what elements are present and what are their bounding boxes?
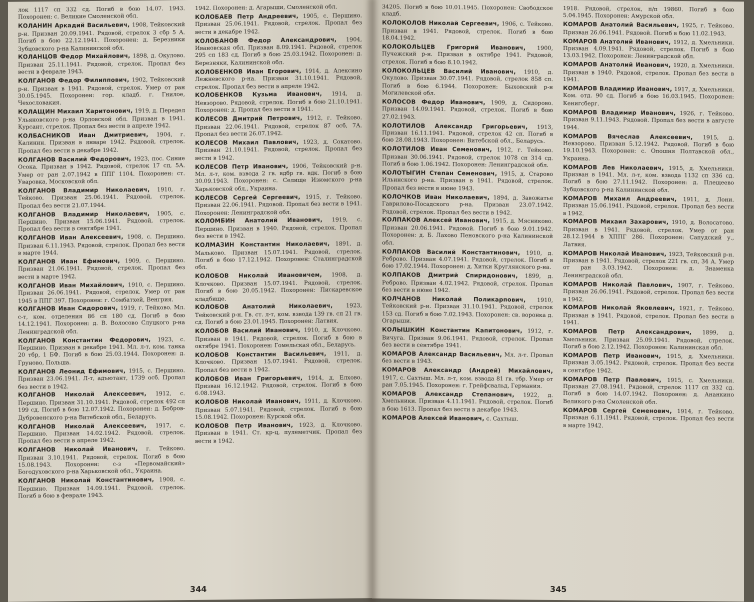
record-text: 1922, д. Хмельники. Призван 4.11.1941. Рядовой, стрелок. Погиб в бою 1613. Пропал без вести в декабре 1943. [382, 392, 553, 414]
record-entry [195, 399, 362, 423]
record-entry [195, 194, 362, 218]
record-text: 1914, г. Тейково. Призван 6.11.1941. Рядовой, стрелок. Пропал без вести в марте 1942. [563, 408, 734, 429]
record-name: КОМАРОВ Михаил Захарович, [563, 219, 669, 227]
record-text: 1904, Ивановская обл. Призван 8.09.1941. Рядовой, стрелок 295 сп 183 сд. Погиб в бою 25.03.1942. Похоронен: д. Березняки, Калининской обл. [195, 36, 362, 67]
record-text: 1917, с. Першино. Призван 14.02.1942. Рядовой, стрелок. Пропал без вести в апреле 1942. [18, 422, 185, 446]
record-text: 1919, д. Передел Ульяновского р-на Орловской обл. Призван в 1941. Курсант, стрелок. Пропал без вести в апреле 1942. [18, 108, 185, 131]
record-entry [18, 477, 185, 501]
record-name: КОЛБАСНИКОВ Иван Дмитриевич, [18, 132, 149, 140]
record-name: КОМАРОВ Александр Васильевич, [382, 351, 503, 359]
record-entry [18, 156, 185, 187]
record-text: 34205. Погиб в бою 10.01.1945. Похоронен: Свободское кладб. [382, 4, 553, 19]
record-entry [563, 408, 734, 432]
record-entry [195, 327, 362, 351]
record-entry [18, 305, 185, 336]
record-entry [382, 4, 553, 20]
record-name: КОЛПАКОВ Василий Константинович, [382, 249, 521, 257]
record-text: 1910, д. Окулово. Призван 30.07.1941. Рядовой, стрелок 858 сп. Погиб в бою 6.1944. Похоронен: Быховский р-н Могилевской обл. [382, 69, 553, 97]
record-name: КОМАРОВ Владимир Иванович, [563, 109, 676, 117]
record-name: КОЛОТИЛОВ Иван Семенович, [382, 146, 493, 154]
record-entry [382, 415, 553, 424]
record-name: КОМАРОВ Николай Яковлевич, [563, 305, 676, 313]
record-text: 1909, с. Першино. Призван 21.06.1941. Рядовой, стрелок. Пропал без вести в марте 1942. [18, 258, 185, 281]
record-name: КОМАРОВ Анатолий Васильевич, [563, 22, 680, 30]
record-name: КОМАРОВ Петр Павлович, [563, 376, 662, 384]
record-text: 1915, д. Хмельники. Призван 3.05.1942. Рядовой, стрелок. Пропал без вести в сентябре 1942. [563, 353, 734, 375]
record-text: 1906, с. Тейково. Призван в 1941. Рядовой, стрелок. Погиб в бою 18.04.1942. [382, 21, 553, 42]
record-name: КОЛГАНОВ Иван Алексеевич, [18, 234, 124, 243]
record-name: КОЛГАНОВ Иван Сидорович, [18, 306, 118, 314]
record-text: 1919, с. Першино. Призван в 1940. Рядовой, стрелок. Пропал без вести в 1942. [195, 217, 362, 241]
page-number-right: 345 [550, 584, 567, 595]
record-entry [195, 304, 362, 328]
record-text: 1911, д. Клочково. Призван 15.07.1941. Рядовой, стрелок. Пропал без вести в 1942. [195, 351, 362, 374]
record-entry [563, 110, 734, 134]
record-entry [563, 62, 734, 86]
record-text: 1923, Тейковский р-н. Призван в 1941. Рядовой, стрелок 221 гв. сп, 34 А. Умер от ран 3.03.1942. Похоронен: д. Знаменка Ленинградской обл. [563, 251, 734, 280]
page-left [8, 0, 372, 602]
record-name: КОЛЕСОВ Петр Иванович, [195, 163, 289, 171]
record-entry [18, 258, 185, 282]
record-text: 1915, с. Хмельники. Призван 27.08.1941. Рядовой, стрелок 1117 сп 332 сд. Погиб в бою 14.07.1942. Похоронен: д. Ананкино Великого р-на Смоленской обл. [563, 377, 734, 406]
record-name: КОМАРОВ Вячеслав Алексеевич, [563, 133, 693, 141]
record-entry [563, 165, 734, 196]
record-name: КОЛОБАНОВ Федор Александрович, [195, 37, 337, 45]
record-text: 1923, с. Першино. Призван в декабре 1941. Мл. л-т, ком. танка 20 тбр, 1 БФ. Погиб в бою 25.03.1944. Похоронен: д. Груново, Польша. [18, 336, 185, 367]
record-entry [382, 123, 553, 147]
record-entry [195, 92, 362, 116]
record-entry [563, 353, 734, 377]
record-entry [382, 328, 553, 352]
record-entry [18, 6, 185, 23]
record-name: КОЛОБОВ Василий Иванович, [195, 327, 301, 336]
record-name: КОЛОКОЛОВ Николай Сергеевич, [382, 20, 500, 28]
record-text: лок 1117 сп 332 сд. Погиб в бою 14.07. 1943. Похоронен: с. Великие Смоленской обл. [18, 6, 185, 22]
record-entry [195, 241, 362, 272]
record-text: 1910, д. Реброво. Призван 4.07.1941. Рядовой, стрелок. Погиб в бою 17.02.1944. Похоронен: д. Хитки Круглянского р-на. [382, 250, 553, 272]
record-name: КОЛМАЗИН Константин Николаевич, [195, 241, 330, 250]
record-entry [195, 375, 362, 399]
record-text: 1918. Рядовой, стрелок, п/п 19860. Погиб в бою 5.04.1945. Похоронен: Амурской обл. [563, 6, 734, 21]
record-entry [563, 329, 734, 353]
record-name: КОЛОБОВ Николай Иванович, [195, 399, 301, 407]
record-text: 1923, д. Сокатово. Призван 21.10.1941. Рядовой, стрелок. Пропал без вести в 1942. [195, 139, 362, 162]
record-entry [195, 218, 362, 242]
record-text: 1914, д. Невзорово. Рядовой, стрелок. Погиб в бою 21.10.1941. Похоронен: д. Пропал без вести в 1941. [195, 91, 362, 115]
record-entry [382, 296, 553, 327]
record-text: 1926, г. Тейково. Призван 9.11.1943. Рядовой. Пропал без вести в августе 1944. [563, 110, 734, 131]
record-entry [18, 391, 185, 422]
record-name: КОЛГАНОВ Николай Алексеевич, [18, 422, 147, 431]
record-text: 1942. Похоронен: д. Агарыши, Смоленской обл. [195, 4, 338, 12]
record-text: 1908, с. Першино. Призван 14.09.1941. Рядовой, стрелок. Погиб в бою в феврале 1943. [18, 477, 185, 500]
record-text: 1920, д. Хмельники. Призван в 1940. Рядовой, стрелок. Пропал без вести в 1941. [563, 63, 734, 84]
record-name: КОМАРОВ Петр Александрович, [563, 329, 692, 337]
record-entry [18, 234, 185, 258]
record-entry [382, 351, 553, 367]
record-entry [563, 22, 734, 38]
record-entry [382, 218, 553, 249]
record-text: 1923, пос. Синие Осока. Призван в 1942. Рядовой, стрелок 17 сп, 5А. Умер от ран 2.07.1942 в ППГ 1104. Похоронен: ст. Уваровка, Московской обл. [18, 155, 185, 186]
record-name: КОЛАНИН Аркадий Васильевич, [18, 22, 130, 31]
record-entry [18, 211, 185, 235]
record-name: КОЛЕСОВ Дмитрий Петрович, [195, 116, 303, 124]
record-name: КОЛПАКОВ Дмитрий Спиридонович, [382, 272, 518, 280]
record-text: 1914, д. Алексино Лежневского р-на. Призван 31.10.1941. Рядовой, стрелок. Пропал без вести в апреле 1942. [195, 67, 362, 91]
record-entry [563, 6, 734, 22]
record-name: КОЛОБОВ Иван Григорьевич, [195, 375, 303, 383]
record-name: КОЛОБАЕВ Петр Андреевич, [195, 13, 299, 21]
record-text: Мл. л-т. Пропал без вести в 1943. [382, 352, 553, 366]
record-entry [195, 422, 362, 446]
record-text: 1915, д. Старово Ильинского р-на. Призван в 1941. Рядовой, стрелок. Пропал без вести в июне 1943. [382, 171, 553, 193]
record-name: КОЛОМБИН Анатолий Иванович, [195, 218, 323, 226]
record-entry [18, 108, 185, 132]
record-name: КОЛОБОВ Николай Ивановичем, [195, 272, 323, 281]
record-text: 1915, д. Невзорово. Призван 5.12.1942. Рядовой. Погиб в бою 19.10.1943. Похоронен: с. Опошня Полтавской обл., Украина. [563, 134, 734, 162]
record-text: 1910, с. Першино. Призван 26.06.1941. Рядовой, стрелок. Умер от ран 1945 в ППГ 397. Похоронен: г. Сомбатхей, Венгрия. [18, 281, 185, 305]
record-text: 1907, г. Тейково. Призван 26.06.1941. Рядовой, стрелок. Пропал без вести в 1942. [563, 282, 734, 303]
record-text: 1910, д. Клочково. Призван в 1941. Рядовой, стрелок. Погиб в бою в октябре 1941. Похоронен: Гомельская обл., Беларусь. [195, 327, 362, 350]
record-entry [18, 446, 185, 477]
record-name: КОЛОБЕНКОВ Иван Егорович, [195, 68, 302, 76]
record-entry [563, 251, 734, 282]
record-entry [563, 282, 734, 306]
page-left-column-2 [195, 4, 362, 566]
record-text: 1899, д. Реброво. Призван 4.02.1942. Рядовой, стрелок. Пропал без вести в июне 1942. [382, 274, 553, 295]
record-text: 1908, д. Клочково. Призван 15.07.1941. Рядовой, стрелок. Погиб в бою 20.05.1942. Похоронен: Пискаревское кладбище. [195, 272, 362, 303]
record-text: 1919, г. Тейково. Мл. с-т, ком. отделения 86 сп 180 сд. Погиб в бою 14.12.1941. Похоронен: д. В. Волосово Слуцкого р-на Ленинградской обл. [18, 305, 185, 336]
record-text: 1912, г. Тейково. Призван 22.06.1941. Рядовой, стрелок 87 осб, 7А. Пропал без вести 26.07.1942. [195, 115, 362, 138]
record-text: 1912, г. Тейково. Призван 30.06.1941. Рядовой, стрелок 1078 сп 314 сд. Погиб в бою 1.06.1942. Похоронен: Ленинградской обл. [382, 147, 553, 170]
record-text: г. Тейково. Призван 3.10.1941. Рядовой, стрелок. Погиб в бою 15.08.1943. Похоронен: с-з «Первомайский» Богодуховского р-на Харьковской обл., Украина. [18, 446, 185, 477]
record-name: КОЛОСОВ Федор Иванович, [382, 99, 486, 107]
record-name: КОМАРОВ Владимир Иванович, [563, 86, 673, 94]
record-text: 1923, д. Клочково. Призван в 1941. Ст. кр-ц, пулеметчик. Пропал без вести в 1942. [195, 422, 362, 445]
record-text: 1910, д. Волосатово. Призван в 1941. Рядовой, стрелок. Умер от ран 28.12.1944 в ХППГ 286. Похоронен: Сапудский у., Латвия. [563, 220, 734, 248]
record-text: 1915, д. Хмельники. Призван в 1941. Мл. л-т, ком. взвода 1132 сп 336 сд. Погиб в бою 27.11.1942. Похоронен: д. Плещеево Зубцовского р-на Калининской обл. [563, 165, 734, 194]
record-entry [382, 99, 553, 123]
record-entry [382, 21, 553, 45]
record-entry [382, 194, 553, 218]
record-name: КОМАРОВ Михаил Андреевич, [563, 195, 677, 203]
record-text: 1925, г. Тейково. Призван 26.06.1941. Рядовой. Погиб в бою 11.02.1943. [563, 23, 734, 38]
record-text: 1912, с. Першино. Призван 31.10.1941. Рядовой, стрелок 492 сп 199 сд. Погиб в бою 12.07.1942. Похоронен: д. Бобров-Дубровенского р-на Витебской обл., Беларусь. [18, 391, 185, 422]
record-entry [18, 77, 185, 108]
record-name: КОЛАЩИН Михаил Харитонович, [18, 108, 133, 117]
record-name: КОЛОКОЛЬЦЕВ Григорий Иванович, [382, 44, 526, 52]
page-right-column-1 [382, 4, 553, 565]
record-entry [563, 134, 734, 165]
record-name: КОЛЧАНОВ Николай Поликарпович, [382, 296, 526, 304]
record-entry [563, 220, 734, 251]
record-text: 1915, г. Тейково. Призван 22.06.1941. Рядовой. Пропал без вести в 1941. Похоронен: Ленинградской обл. [195, 193, 362, 217]
record-name: КОМАРОВ Николай Иванович, [563, 250, 667, 258]
record-entry [18, 132, 185, 156]
record-entry [195, 115, 362, 139]
page-left-column-1 [18, 6, 185, 568]
record-entry [195, 37, 362, 68]
record-text: с. Сахтыш. [486, 415, 519, 423]
record-name: КОЛЕСОВ Михаил Павлович, [195, 139, 299, 147]
record-name: КОМАРОВ Анатолий Иванович, [563, 38, 671, 46]
record-entry [195, 351, 362, 375]
record-name: КОМАРОВ Александр Степанович, [382, 391, 515, 399]
record-entry [18, 337, 185, 368]
record-entry [382, 368, 553, 392]
record-text: 1902, Тейковский р-н. Призван в 1941. Рядовой, стрелок. Умер от ран 30.05.1945. Похоронен: гор. кладб. г. Гнилое, Чехословакия. [18, 77, 185, 108]
record-name: КОЛЫШКИН Константин Капитонович, [382, 327, 523, 335]
record-name: КОМАРОВ Лев Николаевич, [563, 164, 664, 172]
record-entry [382, 147, 553, 171]
record-text: 1908, с. Першино. Призван 6.11.1943. Рядовой, стрелок. Пропал без вести в марте 1944. [18, 234, 185, 257]
record-name: КОЛПАКОВ Алексей Иванович, [382, 217, 490, 225]
record-text: 1900, Пучежский р-н. Призван в октябре 1941. Рядовой, стрелок. Погиб в бою 8.10.1942. [382, 45, 553, 67]
record-name: КОЛОБОВ Константин Васильевич, [195, 351, 327, 359]
record-name: КОЛГАНОВ Василий Федорович, [18, 156, 132, 164]
page-right-column-2 [563, 6, 734, 567]
record-entry [18, 187, 185, 211]
record-text: 1898, д. Окулово. Призван 25.11.1941. Рядовой, стрелок. Пропал без вести в феврале 1943. [18, 53, 185, 77]
record-entry [382, 44, 553, 68]
record-name: КОЛГАНОВ Николай Иванович, [18, 446, 138, 455]
record-text: 1915, д. Мясниково. Призван 20.06.1941. Рядовой. Погиб в бою 9.01.1942. Похоронен: д. Б. Лахово Пеновского р-на Калининской обл. [382, 218, 553, 247]
record-text: 1912, д. Хмельники. Призван 4.09.1941. Рядовой, стрелок. Погиб в бою 13.03.1942. Похоронен: Ленинградской обл. [563, 39, 734, 61]
record-name: КОЛЕСОВ Сергей Сергеевич, [195, 194, 301, 202]
record-entry [563, 196, 734, 220]
record-entry [563, 86, 734, 110]
record-text: 1894, д. Завожатье Гаврилово-Посадского р-на. Призван 23.07.1942. Рядовой, стрелок. Пропал без вести в 1942. [382, 195, 553, 217]
record-text: 1923, Тейковский р-н. Гв. ст. л-т, ком. взвода 139 гв. сп 21 гв. сд. Погиб в бою 23.01.1945. Похоронен: Латвия. [195, 303, 362, 327]
record-entry [382, 391, 553, 415]
page-right [372, 0, 744, 602]
record-entry [18, 22, 185, 53]
record-entry [382, 170, 553, 194]
record-entry [195, 4, 362, 13]
record-text: 1917, д. Хмельники. Ком. отд. 90 сд. Погиб в бою 16.03.1945. Похоронен: Кенигсберг. [563, 87, 734, 108]
record-entry [195, 13, 362, 37]
record-text: 1911, д. Клочково. Призван 5.07.1941. Рядовой, стрелок. Погиб в бою 15.08.1942. Похоронен: Курской обл. [195, 398, 362, 422]
record-name: КОЛГАНОВ Леонид Ефимович, [18, 368, 126, 376]
record-text: 1891, д. Мальково. Призван 15.07.1941. Рядовой, стрелок. Погиб в бою 17.12.1942. Похоронен: Сталинградской обл. [195, 241, 362, 272]
record-entry [18, 423, 185, 447]
record-text: 1904, г. Калинин. Призван в январе 1942. Рядовой, стрелок. Пропал без вести в декабре 1942. [18, 132, 185, 155]
record-name: КОЛГАНОВ Владимир Николаевич, [18, 187, 150, 195]
record-entry [195, 68, 362, 92]
record-name: КОМАРОВ Александр (Андрей) Михайлович, [382, 367, 553, 376]
record-name: КОЛОБОВ Петр Иванович, [195, 422, 294, 430]
record-name: КОМАРОВ Николай Павлович, [563, 281, 673, 289]
record-name: КОЛГАНОВ Иван Михайлович, [18, 282, 125, 290]
record-name: КОЛОЧКОВ Иван Николаевич, [382, 194, 490, 202]
record-name: КОМАРОВ Анатолий Иванович, [563, 62, 671, 70]
record-entry [18, 368, 185, 392]
record-entry [382, 68, 553, 99]
record-name: КОЛГАНОВ Николай Константинович, [18, 477, 155, 486]
page-number-left: 344 [190, 584, 207, 594]
record-entry [563, 39, 734, 63]
record-entry [195, 273, 362, 304]
record-name: КОМАРОВ Алексей Иванович, [382, 415, 485, 422]
record-text: 1911, д. Лони. Призван 15.06.1941. Рядовой, стрелок. Пропал без вести в 1942. [563, 196, 734, 217]
record-name: КОЛОТИЛОВ Александр Григорьевич, [382, 123, 528, 131]
record-name: КОЛГАНОВ Николай Алексеевич, [18, 391, 147, 400]
record-entry [18, 282, 185, 306]
record-name: КОЛГАНОВ Владимир Николаевич, [18, 210, 150, 219]
record-text: 1912, г. Вичуга. Призван 9.06.1941. Рядовой, стрелок. Пропал без вести в сентябре 1941. [382, 328, 553, 350]
record-name: КОЛОКОЛЬЦЕВ Василий Иванович, [382, 68, 516, 76]
record-text: 1910, г. Тейково. Призван 25.06.1941. Рядовой, стрелок. Пропал без вести 21.07.1944. [18, 186, 185, 210]
record-text: 1908, Тейковский р-н. Призван 20.09.1941. Рядовой, стрелок 3 сбр 5 А. Погиб в бою 22.12.1941. Похоронен: д. Березники Зубцовского р-на Калининской обл. [18, 22, 185, 53]
record-text: 1914, д. Елхово. Призван 16.12.1942. Рядовой, стрелок. Погиб в бою 6.08.1943. [195, 374, 362, 398]
record-name: КОМАРОВ Петр Иванович, [563, 352, 662, 360]
record-name: КОЛОБОВ Анатолий Николаевич, [195, 303, 333, 312]
record-entry [382, 249, 553, 273]
record-text: 1906, Тейковский р-н. Мл. л-т, ком. взвода 2 гв. вдбр гв. вдк. Погиб в бою 30.09.1943. Похоронен: с. Селище Изюмского р-на Харьковской обл., Украина. [195, 162, 362, 193]
record-name: КОЛАНЦОВ Федор Михайлович, [18, 54, 131, 62]
record-entry [195, 139, 362, 163]
record-name: КОЛОТЫГИН Степан Семенович, [382, 170, 498, 178]
record-entry [563, 377, 734, 408]
record-text: 1917, с. Сахтыш. Мл. л-т, ком. взвода 81 гв. тбр. Умер от ран 7.05.1945. Похоронен: г. Грейфсвальд, Германия. [382, 375, 553, 390]
record-name: КОЛГАНОВ Константин Федорович, [18, 336, 151, 345]
record-entry [195, 163, 362, 194]
record-text: 1913, Призван 16.11.1941. Рядовой, стрелок 42 сп. Погиб в бою 28.08.1943. Похоронен: Витебской обл., Беларусь. [382, 124, 553, 146]
record-name: КОМАРОВ Сергей Семенович, [563, 407, 672, 415]
book-spread [8, 0, 744, 600]
record-text: 1899, д. Хмельники. Призван 25.09.1941. Рядовой, стрелок. Погиб в бою 2.12.1942. Похоронен: Калининская обл. [563, 330, 734, 352]
record-name: КОЛГАНОВ Федор Филиппович, [18, 77, 130, 85]
record-text: 1910, Тейковский р-н. Призван 31.10.1941. Рядовой, стрелок 153 сд. Погиб в бою 7.02.1943. Похоронен: св. воронка д. Огарыши. [382, 297, 553, 325]
record-text: 1909, д. Сидорово. Призван 14.09.1941. Рядовой, стрелок. Погиб в бою 27.02.1943. [382, 100, 553, 121]
record-text: 1921, г. Тейково. Призван в 1941. Рядовой, стрелок. Пропал без вести в 1941. [563, 306, 734, 327]
record-entry [563, 305, 734, 329]
record-text: 1915, с. Першино. Призван 23.06.1941. Л-т, адъютант, 1739 осб. Пропал без вести в 1942. [18, 367, 185, 391]
record-text: 1905, с. Першино. Призван 15.06.1941. Рядовой, стрелок. Пропал без вести в сентябре 1941. [18, 210, 185, 234]
record-name: КОЛГАНОВ Иван Ефимович, [18, 258, 121, 266]
record-name: КОЛОБЕНКОВ Кузьма Иванович, [195, 92, 323, 100]
record-text: 1905, с. Першино. Призван 25.06.1941. Рядовой, стрелок. Пропал без вести в декабре 1942. [195, 13, 362, 36]
record-entry [18, 53, 185, 77]
record-entry [382, 273, 553, 297]
